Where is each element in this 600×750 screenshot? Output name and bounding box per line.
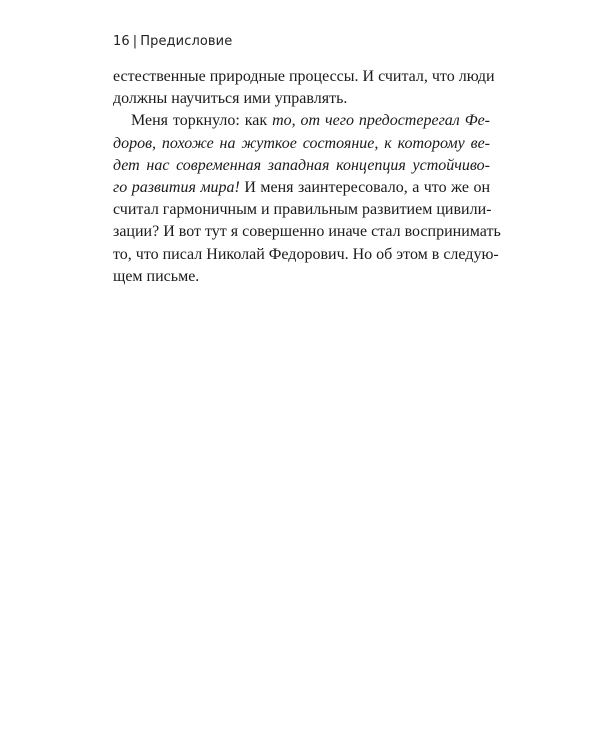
italic-text: го развития мира!: [113, 178, 240, 196]
paragraph: [113, 110, 501, 288]
text-line: [113, 155, 490, 177]
text-line: считал гармоничным и правильным развитием цивили-: [113, 201, 492, 219]
text-line: го развития мира! И меня заинтересовало, а что же он: [113, 178, 490, 196]
text-line: естественные природные процессы. И считал, что люди: [113, 68, 495, 85]
text-line: зации? И вот тут я совершенно иначе стал воспринимать: [113, 223, 501, 241]
text-line: должны научиться ими управлять.: [113, 90, 348, 108]
paragraph: [113, 66, 495, 110]
running-head: [113, 34, 232, 49]
italic-text: доров, похоже на жуткое состояние, к которому ве-: [113, 134, 490, 152]
text-line: [113, 133, 490, 155]
italic-text: дет нас современная западная концепция устойчиво-: [113, 156, 490, 174]
text-line: то, что писал Николай Федорович. Но об этом в следую-: [113, 245, 499, 263]
body-text: [113, 66, 501, 288]
text-line: Меня торкнуло: как то, от чего предостерегал Фе-: [131, 112, 490, 130]
header-separator: |: [132, 34, 138, 49]
text-line: щем письме.: [113, 267, 200, 285]
italic-text: то, от чего предостерегал Фе-: [272, 112, 490, 130]
section-title: Предисловие: [140, 34, 233, 49]
page-number: 16: [113, 34, 130, 49]
